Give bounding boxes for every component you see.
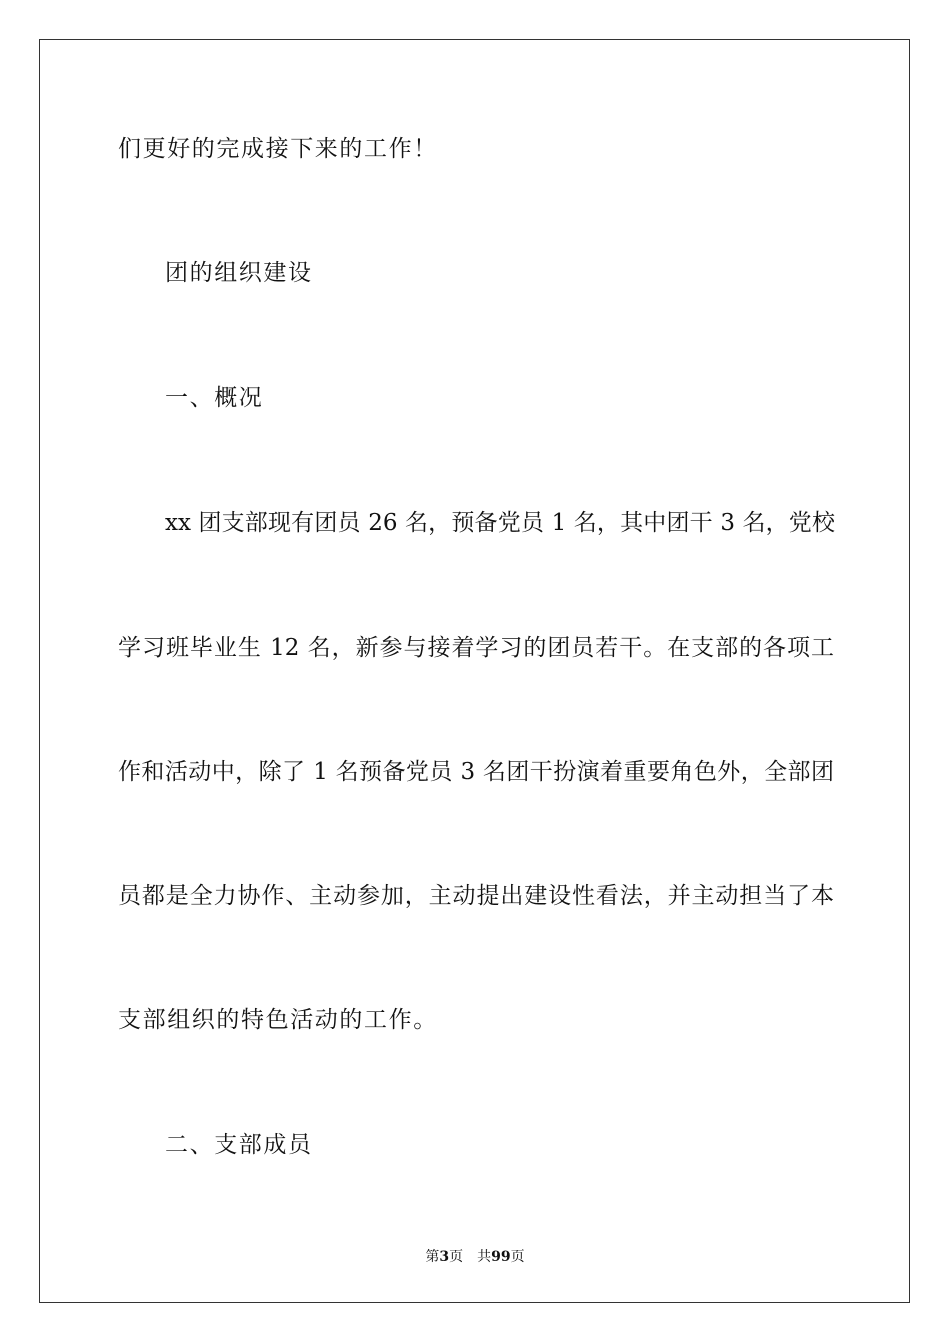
footer-total-suffix: 页 bbox=[510, 1249, 525, 1265]
section-heading-members: 二、支部成员 bbox=[165, 1132, 313, 1158]
section-heading-team-building: 团的组织建设 bbox=[165, 260, 313, 286]
footer-page-number: 3 bbox=[439, 1249, 450, 1265]
footer-total-prefix: 共 bbox=[477, 1249, 492, 1265]
footer-page-prefix: 第 bbox=[425, 1249, 440, 1265]
footer-page-suffix: 页 bbox=[449, 1249, 464, 1265]
page-border bbox=[39, 39, 910, 1303]
page-footer bbox=[0, 1248, 950, 1266]
body-line-overview-2: 学习班毕业生 12 名，新参与接着学习的团员若干。在支部的各项工 bbox=[118, 635, 834, 661]
body-line-overview-4: 员都是全力协作、主动参加，主动提出建设性看法，并主动担当了本 bbox=[118, 883, 834, 909]
section-heading-overview: 一、概况 bbox=[165, 385, 264, 411]
body-line-overview-3: 作和活动中，除了 1 名预备党员 3 名团干扮演着重要角色外，全部团 bbox=[118, 759, 834, 785]
body-line-overview-5: 支部组织的特色活动的工作。 bbox=[118, 1007, 438, 1033]
body-line-overview-1: xx 团支部现有团员 26 名，预备党员 1 名，其中团干 3 名，党校 bbox=[165, 510, 835, 536]
body-line-1: 们更好的完成接下来的工作！ bbox=[118, 136, 438, 162]
footer-total-pages: 99 bbox=[491, 1249, 511, 1265]
